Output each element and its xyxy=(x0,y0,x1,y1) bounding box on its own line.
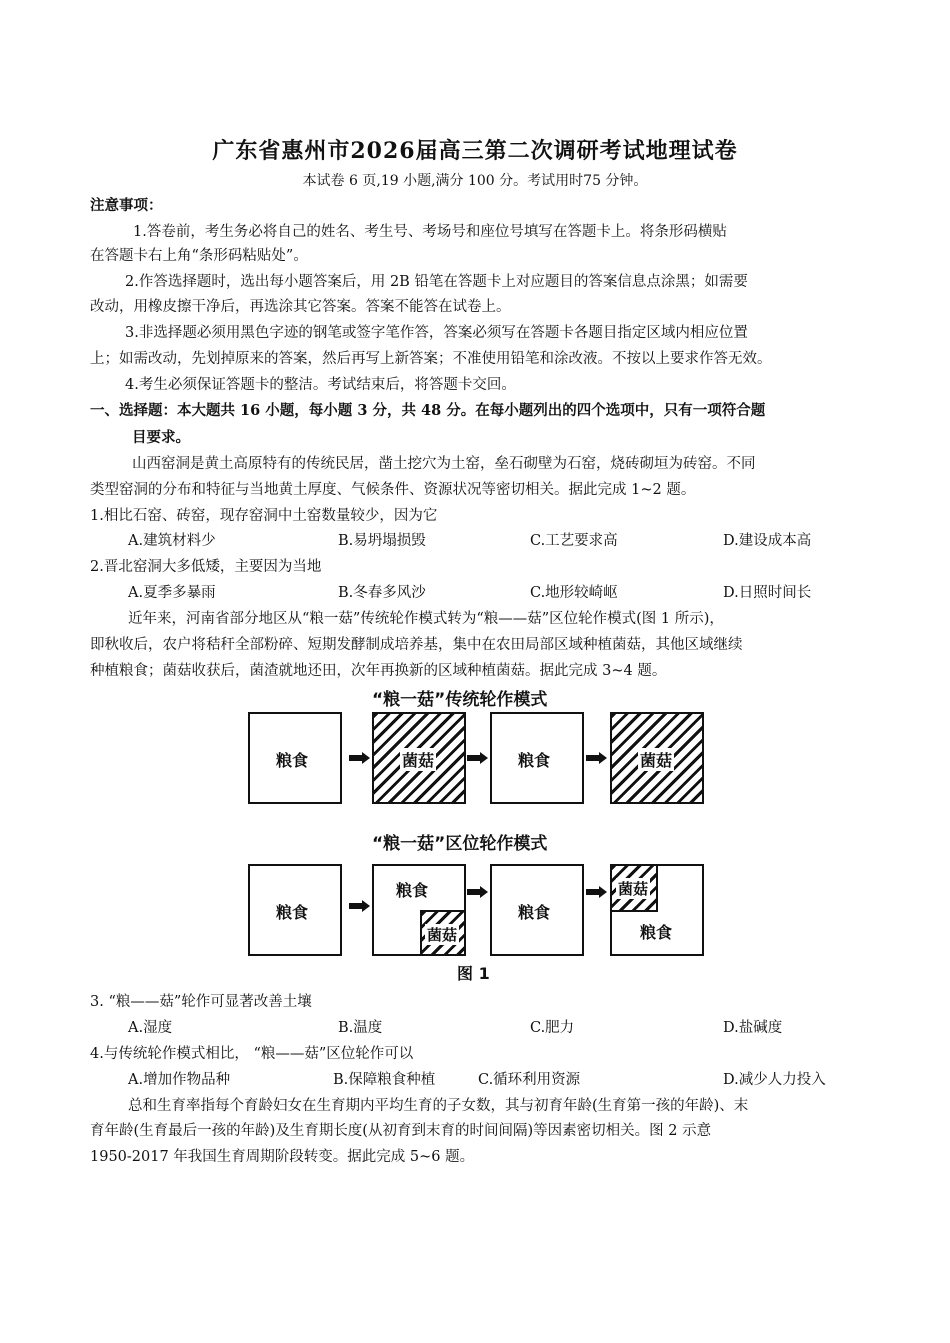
notice-item3-line2: 上；如需改动，先划掉原来的答案，然后再写上新答案；不准使用铅笔和涂改液。不按以上要求作答无效。 xyxy=(90,351,772,367)
q2-option-b: B.冬春多风沙 xyxy=(338,585,426,601)
mushroom-label: 菌菇 xyxy=(618,880,649,898)
notice-item3-line1: 3.非选择题必须用黑色字迹的钢笔或签字笔作答，答案必须写在答题卡各题目指定区域内相应位置 xyxy=(125,325,748,341)
arrow-icon xyxy=(349,900,371,912)
notice-item1-line2: 在答题卡右上角“条形码粘贴处”。 xyxy=(90,248,308,264)
row1-grain-field-2 xyxy=(490,712,584,804)
row1-mushroom-field-2 xyxy=(610,712,704,804)
passage3-line1: 总和生育率指每个育龄妇女在生育期内平均生育的子女数，其与初育年龄(生育第一孩的年龄)、末 xyxy=(128,1098,749,1114)
grain-label: 粮食 xyxy=(640,923,673,942)
notice-item4: 4.考生必须保证答题卡的整洁。考试结束后，将答题卡交回。 xyxy=(125,377,516,393)
passage3-line3: 1950-2017 年我国生育周期阶段转变。据此完成 5~6 题。 xyxy=(90,1149,475,1165)
mushroom-label: 菌菇 xyxy=(638,748,674,771)
notice-item2-line2: 改动，用橡皮擦干净后，再选涂其它答案。答案不能答在试卷上。 xyxy=(90,299,511,315)
grain-label: 粮食 xyxy=(518,903,551,922)
arrow-icon xyxy=(467,886,489,898)
arrow-icon xyxy=(586,886,608,898)
q4-option-d: D.减少人力投入 xyxy=(723,1072,826,1088)
q2-option-c: C.地形较崎岖 xyxy=(530,585,618,601)
exam-title: 广东省惠州市2026届高三第二次调研考试地理试卷 xyxy=(212,138,738,164)
passage1-line2: 类型窑洞的分布和特征与当地黄土厚度、气候条件、资源状况等密切相关。据此完成 1~2 题。 xyxy=(90,482,696,498)
exam-subtitle: 本试卷 6 页,19 小题,满分 100 分。考试用时75 分钟。 xyxy=(302,173,648,189)
q4-option-b: B.保障粮食种植 xyxy=(333,1072,436,1088)
q3-stem: 3. “粮——菇”轮作可显著改善土壤 xyxy=(90,994,312,1010)
q1-option-d: D.建设成本高 xyxy=(723,533,812,549)
mushroom-label: 菌菇 xyxy=(400,748,436,771)
figure1-bottom-title: “粮一菇”区位轮作模式 xyxy=(372,834,548,854)
passage3-line2: 育年龄(生育最后一孩的年龄)及生育期长度(从初育到末育的时间间隔)等因素密切相关。图 2 示意 xyxy=(90,1123,712,1139)
q3-option-a: A.湿度 xyxy=(128,1020,173,1036)
q4-option-c: C.循环利用资源 xyxy=(478,1072,581,1088)
q1-option-b: B.易坍塌损毁 xyxy=(338,533,426,549)
notice-heading: 注意事项： xyxy=(90,197,163,214)
q1-option-c: C.工艺要求高 xyxy=(530,533,618,549)
notice-item1-line1: 1.答卷前，考生务必将自己的姓名、考生号、考场号和座位号填写在答题卡上。将条形码横贴 xyxy=(133,224,727,240)
q3-option-d: D.盐碱度 xyxy=(723,1020,783,1036)
q3-option-c: C.肥力 xyxy=(530,1020,575,1036)
q3-option-b: B.温度 xyxy=(338,1020,383,1036)
arrow-icon xyxy=(467,752,489,764)
row2-grain-mushroom-field-2 xyxy=(610,864,704,956)
q1-option-a: A.建筑材料少 xyxy=(128,533,216,549)
mushroom-label: 菌菇 xyxy=(427,926,458,944)
figure1-caption: 图 1 xyxy=(457,964,490,983)
row2-grain-field-2 xyxy=(490,864,584,956)
section1-heading-line1: 一、选择题：本大题共 16 小题，每小题 3 分，共 48 分。在每小题列出的四个选项中，只有一项符合题 xyxy=(90,402,766,419)
row2-grain-mushroom-field-1 xyxy=(372,864,466,956)
q2-option-a: A.夏季多暴雨 xyxy=(128,585,216,601)
q2-option-d: D.日照时间长 xyxy=(723,585,812,601)
section1-heading-line2: 目要求。 xyxy=(132,429,190,446)
row2-grain-field-1 xyxy=(248,864,342,956)
q4-stem: 4.与传统轮作模式相比， “粮——菇”区位轮作可以 xyxy=(90,1046,414,1062)
figure1-top-title: “粮一菇”传统轮作模式 xyxy=(372,690,548,710)
grain-label: 粮食 xyxy=(276,903,309,922)
row1-grain-field-1 xyxy=(248,712,342,804)
grain-label: 粮食 xyxy=(518,751,551,770)
grain-label: 粮食 xyxy=(396,881,429,900)
passage2-line3: 种植粮食；菌菇收获后，菌渣就地还田，次年再换新的区域种植菌菇。据此完成 3~4 题。 xyxy=(90,663,667,679)
q1-stem: 1.相比石窑、砖窑，现存窑洞中土窑数量较少，因为它 xyxy=(90,508,438,524)
q4-option-a: A.增加作物品种 xyxy=(128,1072,231,1088)
passage2-line1: 近年来，河南省部分地区从“粮一菇”传统轮作模式转为“粮——菇”区位轮作模式(图 1 所示)， xyxy=(128,611,724,627)
passage2-line2: 即秋收后，农户将秸秆全部粉碎、短期发酵制成培养基，集中在农田局部区域种植菌菇，其他区域继续 xyxy=(90,637,743,653)
mushroom-plot xyxy=(610,864,658,912)
arrow-icon xyxy=(349,752,371,764)
notice-item2-line1: 2.作答选择题时，选出每小题答案后，用 2B 铅笔在答题卡上对应题目的答案信息点涂黑；如需要 xyxy=(125,274,748,290)
row1-mushroom-field-1 xyxy=(372,712,466,804)
grain-label: 粮食 xyxy=(276,751,309,770)
mushroom-plot xyxy=(420,910,466,956)
arrow-icon xyxy=(586,752,608,764)
passage1-line1: 山西窑洞是黄土高原特有的传统民居，凿土挖穴为土窑，垒石砌壁为石窑，烧砖砌垣为砖窑。不同 xyxy=(132,456,756,472)
q2-stem: 2.晋北窑洞大多低矮，主要因为当地 xyxy=(90,559,322,575)
